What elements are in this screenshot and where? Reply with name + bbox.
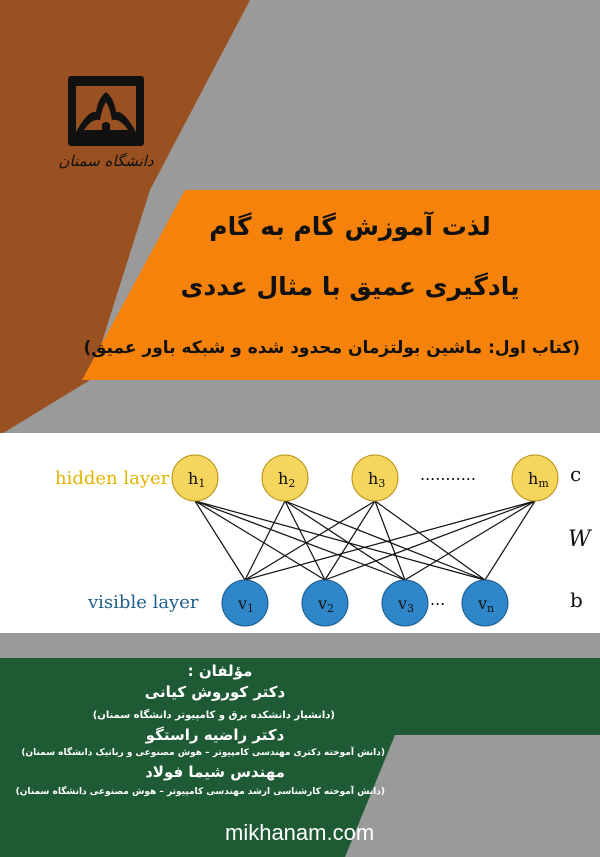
rbm-edge-h1-v4 [195, 501, 485, 580]
hidden-node-label-3: h3 [368, 469, 386, 490]
author-1-name: دکتر کوروش کیانی [144, 683, 286, 701]
hidden-layer-label: hidden layer [55, 468, 170, 489]
author-1-affiliation: (دانشیار دانشکده برق و کامپیوتر دانشگاه سمنان) [92, 710, 335, 721]
visible-node-label-3: v3 [398, 594, 415, 615]
rbm-edge-h2-v4 [285, 501, 485, 580]
c-label: c [570, 462, 582, 486]
title-line-1: لذت آموزش گام به گام [209, 212, 491, 241]
rbm-nodes [172, 455, 558, 626]
w-label: W [568, 527, 591, 552]
title-line-3: (کتاب اول: ماشین بولتزمان محدود شده و شبکه باور عمیق) [83, 338, 580, 358]
author-2-affiliation: (دانش آموخته دکتری مهندسی کامپیوتر – هوش مصنوعی و رباتیک دانشگاه سمنان) [21, 748, 385, 758]
hidden-node-label-4: hm [528, 469, 549, 490]
visible-ellipsis: ... [430, 590, 446, 609]
rbm-edge-h3-v2 [325, 501, 375, 580]
author-2-name: دکتر راضیه راستگو [145, 726, 285, 744]
author-3-name: مهندس شیما فولاد [145, 763, 285, 781]
rbm-edges [195, 501, 535, 580]
logo-caption: دانشگاه سمنان [58, 152, 154, 170]
university-logo [62, 72, 150, 150]
hidden-ellipsis: ........... [420, 465, 476, 484]
authors-heading: مؤلفان : [187, 662, 253, 680]
title-line-2: یادگیری عمیق با مثال عددی [180, 272, 520, 301]
b-label: b [570, 588, 583, 612]
rbm-edge-h4-v3 [405, 501, 535, 580]
visible-node-label-2: v2 [318, 594, 335, 615]
visible-layer-label: visible layer [88, 592, 199, 613]
rbm-diagram [0, 433, 600, 633]
visible-node-label-1: v1 [238, 594, 255, 615]
rbm-edge-h2-v3 [285, 501, 405, 580]
hidden-node-label-2: h2 [278, 469, 296, 490]
hidden-node-label-1: h1 [188, 469, 206, 490]
watermark: mikhanam.com [225, 820, 375, 845]
rbm-edge-h4-v1 [245, 501, 535, 580]
visible-node-label-4: vn [478, 594, 495, 615]
author-3-affiliation: (دانش آموخته کارشناسی ارشد مهندسی کامپیوتر – هوش مصنوعی دانشگاه سمنان) [15, 787, 385, 797]
rbm-edge-h1-v3 [195, 501, 405, 580]
